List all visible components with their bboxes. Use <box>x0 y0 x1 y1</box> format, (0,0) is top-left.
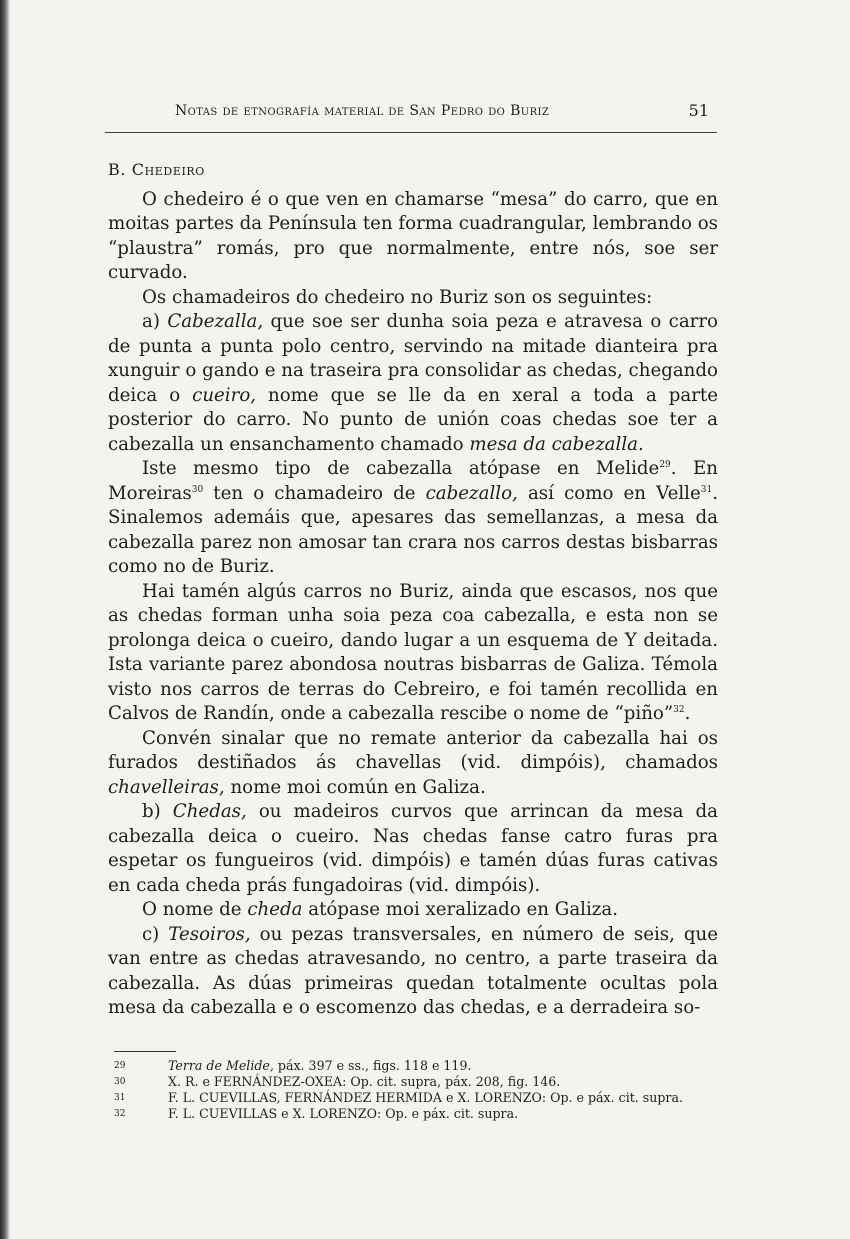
item-c-marker: c) <box>142 923 160 945</box>
item-a <box>108 310 718 457</box>
section-title: Chedeiro <box>131 160 205 179</box>
footnote-text <box>168 1058 730 1074</box>
iste-text2: . En Moreiras <box>108 458 718 504</box>
section-letter: B. <box>108 160 127 179</box>
item-b-text: ou madeiros curvos que arrincan da mesa da cabezalla deica o cueiro. Nas chedas fanse catro furas pra espetar os fungueiros (vid. dimpóis) e tamén dúas furas cativas en cada cheda prás fungadoiras (vid. dimpóis). <box>108 801 718 896</box>
page-number: 51 <box>688 101 709 120</box>
footnote-number: 31 <box>114 1093 126 1103</box>
footnote-text <box>168 1074 730 1090</box>
item-c-term: Tesoiros, <box>168 923 251 945</box>
iste-text4: así como en Velle <box>517 482 701 504</box>
nome-term: cheda <box>247 899 303 920</box>
running-title: Notas de etnografía material de San Pedro do Buriz <box>175 103 550 119</box>
item-a-text1: que soe ser dunha soia peza e atravesa o carro de punta a punta polo centro, servindo na mitade dianteira pra xunguir o gando e na traseira pra consolidar as chedas, chegando deica o <box>108 311 718 406</box>
footnote-title: Terra de Melide, <box>168 1058 274 1073</box>
footnotes <box>110 1058 730 1122</box>
footnote-number: 32 <box>114 1109 126 1119</box>
item-a-marker: a) <box>142 311 160 332</box>
footnote-rule <box>114 1051 176 1052</box>
paragraph-nome <box>108 898 718 923</box>
hai-text1: Hai tamén algús carros no Buriz, ainda que escasos, nos que as chedas forman unha soia peza coa cabezalla, e esta non se prolonga deica o cueiro, dando lugar a un esquema de Y deitada. Ista variante parez abondosa noutras bisbarras de Galiza. Témola visto nos carros de terras do Cebreiro, e foi tamén recollida en Calvos de Randín, onde a cabezalla rescibe o nome de “piño” <box>108 580 718 724</box>
header-rule <box>105 132 717 133</box>
conven-term: chavelleiras, <box>108 776 225 798</box>
item-a-term2: cueiro, <box>192 384 257 406</box>
footnote-number: 29 <box>114 1061 126 1071</box>
page-header <box>105 100 715 126</box>
paragraph-hai <box>108 580 718 727</box>
footnote-text <box>168 1106 730 1122</box>
footnote <box>110 1090 730 1106</box>
footnote-text <box>168 1090 730 1106</box>
paragraph-conven <box>108 727 718 801</box>
book-spine-edge <box>0 0 10 1239</box>
footnote-body: F. L. CUEVILLAS e X. LORENZO: Op. e páx. cit. supra. <box>168 1106 519 1121</box>
hai-text2: . <box>684 703 691 724</box>
paragraph-names: Os chamadeiros do chedeiro no Buriz son os seguintes: <box>142 286 653 308</box>
iste-text3: ten o chamadeiro de <box>203 482 426 504</box>
conven-text2: nome moi común en Galiza. <box>224 776 486 798</box>
item-a-term3: mesa da cabezalla. <box>469 433 644 455</box>
item-a-text2: nome que se lle da en xeral a toda a parte posterior do carro. No punto de unión coas chedas soe ter a cabezalla un ensanchamento chamado <box>108 384 718 455</box>
footnote-ref-30: 30 <box>191 484 204 495</box>
footnote-number: 30 <box>114 1077 126 1087</box>
footnote-ref-29: 29 <box>659 459 671 470</box>
item-b <box>108 800 718 898</box>
section-heading <box>108 158 718 183</box>
footnote-ref-31: 31 <box>700 484 713 495</box>
item-b-term: Chedas, <box>172 801 247 822</box>
nome-text2: atópase moi xeralizado en Galiza. <box>302 899 619 920</box>
item-c-text: ou pezas transversales, en número de seis, que van entre as chedas atravesando, no centro, a parte traseira da cabezalla. As dúas primeiras quedan totalmente ocultas pola mesa da cabezalla e o escomenzo das chedas, e a derradeira so- <box>108 923 718 1018</box>
footnote-body: X. R. e FERNÁNDEZ-OXEA: Op. cit. supra, páx. 208, fig. 146. <box>168 1074 561 1089</box>
footnote <box>110 1058 730 1074</box>
iste-term: cabezallo, <box>425 482 518 504</box>
paragraph-iste <box>108 457 718 580</box>
footnote <box>110 1106 730 1122</box>
footnote <box>110 1074 730 1090</box>
footnote-body: páx. 397 e ss., figs. 118 e 119. <box>273 1058 472 1073</box>
footnote-ref-32: 32 <box>673 704 685 715</box>
iste-text1: Iste mesmo tipo de cabezalla atópase en Melide <box>142 458 660 479</box>
item-a-term: Cabezalla, <box>167 311 264 332</box>
paragraph-intro: O chedeiro é o que ven en chamarse “mesa” do carro, que en moitas partes da Península ten forma cuadrangular, lembrando os “plaustra” romás, pro que normalmente, entre nós, soe ser curvado. <box>108 188 718 283</box>
nome-text1: O nome de <box>142 899 248 920</box>
iste-text5: . Sinalemos ademáis que, apesares das semellanzas, a mesa da cabezalla parez non amosar tan crara nos carros destas bisbarras como no de Buriz. <box>108 482 718 577</box>
item-c <box>108 923 718 1021</box>
item-b-marker: b) <box>142 801 161 822</box>
conven-text1: Convén sinalar que no remate anterior da cabezalla hai os furados destiñados ás chavellas (vid. dimpóis), chamados <box>108 727 718 773</box>
body-text <box>108 158 718 1021</box>
footnote-body: F. L. CUEVILLAS, FERNÁNDEZ HERMIDA e X. LORENZO: Op. e páx. cit. supra. <box>168 1090 683 1105</box>
